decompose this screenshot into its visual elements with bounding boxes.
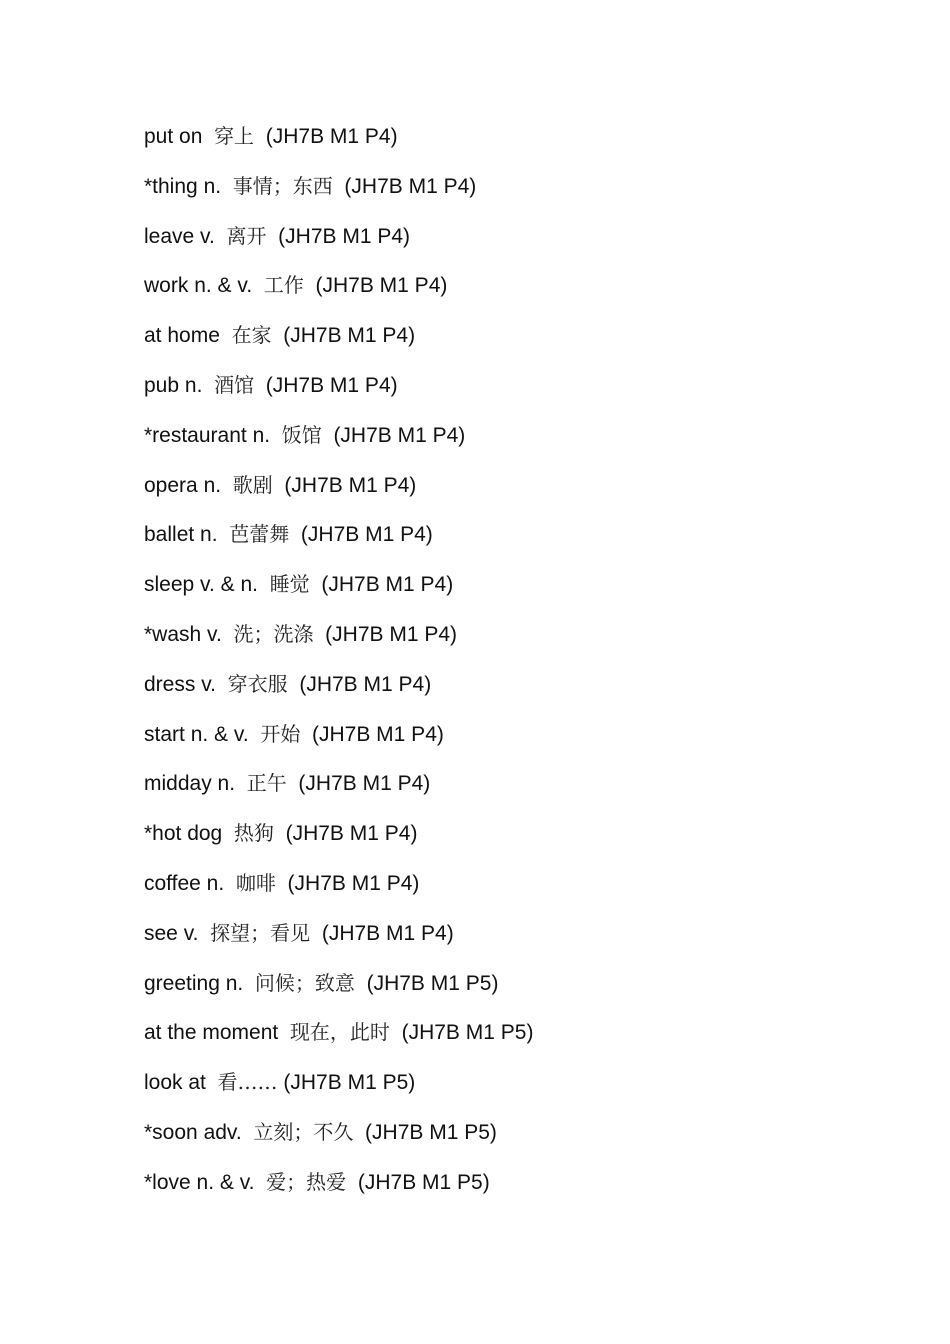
entry-chinese: 爱；热爱: [266, 1169, 347, 1194]
entry-word: pub: [144, 373, 180, 397]
entry-pos: n. & v.: [190, 722, 249, 746]
entry-pos: n.: [217, 772, 236, 796]
entry-chinese: 离开: [226, 223, 267, 248]
entry-reference: (JH7B M1 P4): [284, 473, 417, 497]
entry-chinese: 在家: [231, 323, 272, 348]
entry-word: look at: [144, 1071, 206, 1095]
vocab-entry: [144, 668, 533, 718]
entry-chinese: 歌剧: [232, 472, 273, 497]
vocab-entry: [144, 867, 533, 917]
vocab-entry: [144, 1116, 533, 1166]
entry-reference: (JH7B M1 P4): [300, 523, 433, 547]
vocab-entry: [144, 917, 533, 967]
entry-chinese: 开始: [260, 721, 301, 746]
entry-word: at home: [144, 324, 220, 348]
entry-pos: n. & v.: [194, 274, 253, 298]
entry-reference: (JH7B M1 P4): [315, 274, 448, 298]
entry-word: put on: [144, 125, 203, 148]
vocab-entry: [144, 319, 533, 369]
entry-chinese: 现在，此时: [289, 1020, 390, 1045]
vocab-entry: [144, 618, 533, 668]
entry-reference: (JH7B M1 P4): [344, 174, 477, 198]
entry-word: ballet: [144, 523, 195, 547]
entry-reference: (JH7B M1 P5): [401, 1021, 534, 1045]
entry-reference: (JH7B M1 P4): [325, 622, 458, 646]
entry-pos: adv.: [203, 1120, 242, 1144]
vocab-entry: [144, 518, 533, 568]
entry-reference: (JH7B M1 P5): [283, 1071, 416, 1095]
entry-word: *wash: [144, 622, 202, 646]
entry-reference: (JH7B M1 P4): [299, 672, 432, 696]
entry-reference: (JH7B M1 P4): [321, 573, 454, 597]
entry-chinese: 睡觉: [269, 572, 310, 597]
vocab-entry: [144, 967, 533, 1017]
entry-reference: (JH7B M1 P5): [366, 971, 499, 995]
entry-pos: v.: [200, 224, 215, 248]
entry-chinese: 穿上: [214, 124, 255, 148]
entry-chinese: 芭蕾舞: [229, 522, 290, 547]
entry-chinese: 热狗: [233, 821, 274, 846]
entry-reference: (JH7B M1 P4): [321, 921, 454, 945]
vocab-entry: [144, 170, 533, 220]
vocab-entry: [144, 568, 533, 618]
entry-word: opera: [144, 473, 198, 497]
entry-word: *hot dog: [144, 822, 223, 846]
entry-chinese: 探望；看见: [210, 920, 311, 945]
entry-chinese: 酒馆: [214, 372, 255, 397]
entry-reference: (JH7B M1 P4): [283, 324, 416, 348]
entry-word: sleep: [144, 573, 195, 597]
entry-pos: n.: [206, 871, 225, 895]
entry-chinese: 看……: [217, 1070, 278, 1095]
entry-pos: n.: [200, 523, 218, 547]
vocab-entry: [144, 269, 533, 319]
vocabulary-list: [144, 120, 533, 1216]
entry-pos: n. & v.: [196, 1170, 255, 1194]
entry-pos: n.: [225, 971, 244, 995]
entry-chinese: 咖啡: [235, 870, 276, 895]
entry-reference: (JH7B M1 P4): [333, 423, 466, 447]
entry-reference: (JH7B M1 P5): [357, 1170, 490, 1194]
entry-word: work: [144, 274, 189, 298]
entry-chinese: 工作: [263, 273, 304, 298]
vocab-entry: [144, 817, 533, 867]
entry-reference: (JH7B M1 P4): [278, 224, 411, 248]
entry-pos: n.: [203, 473, 222, 497]
entry-pos: n.: [184, 373, 203, 397]
vocab-entry: [144, 469, 533, 519]
vocab-entry: [144, 767, 533, 817]
entry-pos: v.: [183, 921, 199, 945]
entry-word: *love: [144, 1170, 191, 1194]
entry-chinese: 穿衣服: [227, 671, 288, 696]
entry-reference: (JH7B M1 P4): [287, 871, 420, 895]
entry-reference: (JH7B M1 P4): [265, 125, 398, 148]
entry-word: leave: [144, 224, 195, 248]
entry-reference: (JH7B M1 P4): [312, 722, 444, 746]
entry-word: at the moment: [144, 1021, 279, 1045]
entry-chinese: 正午: [246, 771, 287, 796]
entry-reference: (JH7B M1 P4): [298, 772, 431, 796]
entry-word: greeting: [144, 971, 220, 995]
vocab-entry: [144, 120, 533, 170]
vocab-entry: [144, 419, 533, 469]
entry-reference: (JH7B M1 P4): [285, 822, 418, 846]
entry-pos: v.: [207, 622, 222, 646]
vocab-entry: [144, 718, 533, 768]
entry-word: *thing: [144, 174, 198, 198]
entry-word: dress: [144, 672, 196, 696]
entry-word: midday: [144, 772, 212, 796]
entry-chinese: 洗；洗涤: [233, 621, 314, 646]
vocab-entry: [144, 369, 533, 419]
entry-word: coffee: [144, 871, 201, 895]
vocab-entry: [144, 1166, 533, 1216]
entry-pos: v.: [201, 672, 216, 696]
entry-chinese: 事情；东西: [232, 173, 333, 198]
entry-chinese: 立刻；不久: [253, 1119, 354, 1144]
entry-chinese: 饭馆: [281, 422, 322, 447]
entry-word: start: [144, 722, 185, 746]
vocab-entry: [144, 220, 533, 270]
vocab-entry: [144, 1066, 533, 1116]
entry-reference: (JH7B M1 P4): [265, 373, 398, 397]
vocab-entry: [144, 1016, 533, 1066]
entry-reference: (JH7B M1 P5): [365, 1120, 497, 1144]
entry-chinese: 问候；致意: [254, 970, 355, 995]
entry-word: see: [144, 921, 178, 945]
entry-word: *restaurant: [144, 423, 247, 447]
entry-word: *soon: [144, 1120, 198, 1144]
entry-pos: n.: [203, 174, 222, 198]
entry-pos: n.: [252, 423, 271, 447]
entry-pos: v. & n.: [200, 573, 259, 597]
